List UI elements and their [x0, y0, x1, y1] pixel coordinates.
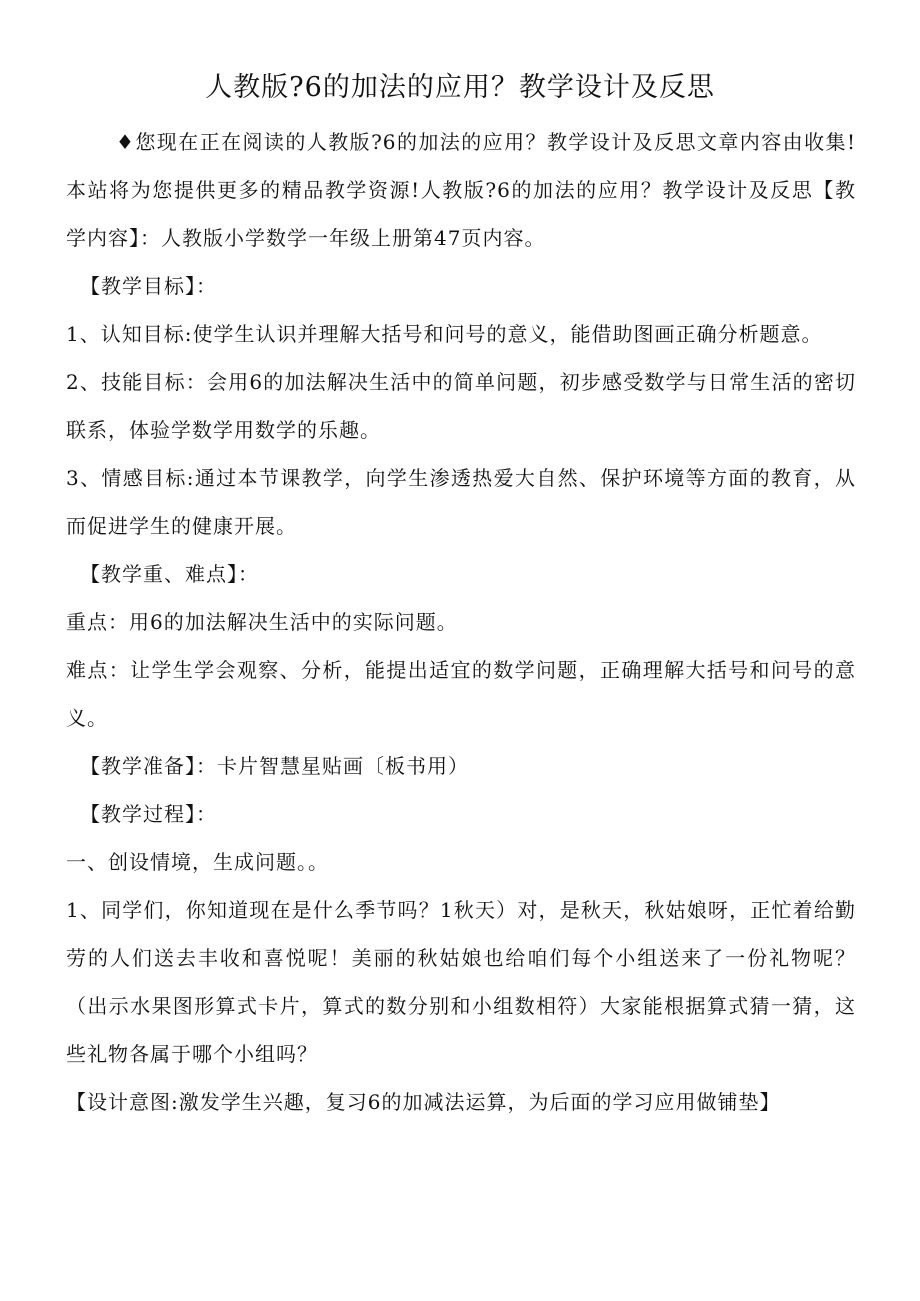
section-heading-preparation: 【教学准备】：卡片智慧星贴画〔板书用）	[80, 754, 469, 778]
paragraph-difficulty: 难点：让学生学会观察、分析，能提出适宜的数学问题，正确理解大括号和问号的意义。	[66, 658, 856, 730]
paragraph-step-1-title: 一、创设情境，生成问题。。	[66, 850, 329, 874]
paragraph-goal-3: 3、情感目标:通过本节课教学，向学生渗透热爱大自然、保护环境等方面的教育，从而促进学生的健康开展。	[66, 466, 856, 538]
paragraph-design-intent: 【设计意图:激发学生兴趣，复习6的加减法运算，为后面的学习应用做铺垫】	[66, 1090, 781, 1114]
paragraph-step-1-detail: 1、同学们，你知道现在是什么季节吗？1秋天）对，是秋天，秋姑娘呀，正忙着给勤劳的人们送去丰收和喜悦呢！美丽的秋姑娘也给咱们每个小组送来了一份礼物呢？（出示水果图形算式卡片，算式的数分别和小组数相符）大家能根据算式猜一猜，这些礼物各属于哪个小组吗？	[66, 898, 856, 1066]
document-body	[66, 118, 856, 1126]
section-heading-goals: 【教学目标】：	[80, 274, 217, 298]
paragraph-goal-2: 2、技能目标：会用6的加法解决生活中的简单问题，初步感受数学与日常生活的密切联系，体验学数学用数学的乐趣。	[66, 370, 856, 442]
paragraph-key-point: 重点：用6的加法解决生活中的实际问题。	[66, 610, 458, 634]
document-title: 人教版?6的加法的应用？教学设计及反思	[205, 72, 715, 103]
section-heading-key-points: 【教学重、难点】：	[80, 562, 259, 586]
section-heading-process: 【教学过程】：	[80, 802, 217, 826]
paragraph-goal-1: 1、认知目标:使学生认识并理解大括号和问号的意义，能借助图画正确分析题意。	[66, 322, 823, 346]
intro-paragraph: ♦您现在正在阅读的人教版?6的加法的应用？教学设计及反思文章内容由收集!本站将为您提供更多的精品教学资源!人教版?6的加法的应用？教学设计及反思【教学内容】：人教版小学数学一年级上册第47页内容。	[66, 130, 856, 250]
